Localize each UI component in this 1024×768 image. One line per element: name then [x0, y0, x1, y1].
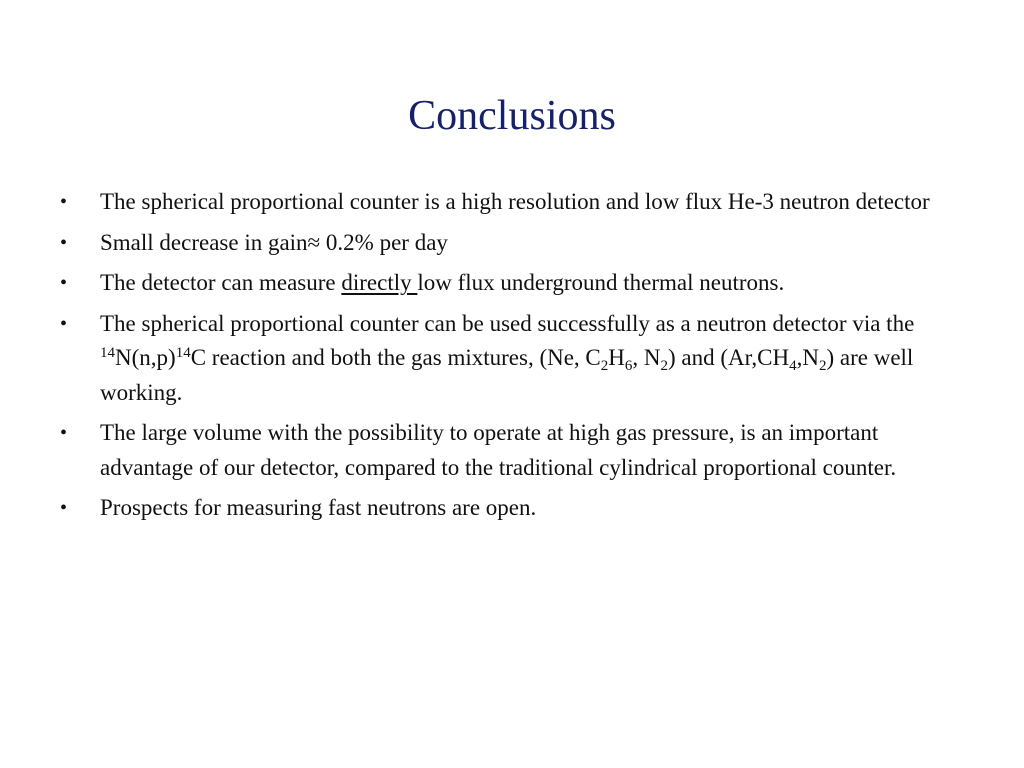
bullet-text: The spherical proportional counter is a high resolution and low flux He-3 neutron detector: [100, 189, 930, 214]
text-part: , N: [632, 345, 661, 370]
text-part: C reaction and both the gas mixtures, (Ne, C: [190, 345, 601, 370]
bullet-text: Prospects for measuring fast neutrons are open.: [100, 495, 537, 520]
bullet-item-1: [60, 185, 970, 220]
bullet-dot-icon: •: [60, 231, 68, 254]
bullet-item-5: [60, 416, 970, 485]
text-part: ) are well working.: [100, 345, 914, 405]
bullet-item-2: [60, 226, 970, 261]
bullet-text: Small decrease in gain≈ 0.2% per day: [100, 229, 448, 255]
subscript: 2: [600, 358, 609, 374]
superscript: 14: [100, 345, 115, 361]
text-part: H: [608, 345, 625, 370]
bullet-text-pre: The detector can measure: [100, 270, 342, 295]
bullet-dot-icon: •: [60, 497, 68, 519]
bullet-dot-icon: •: [60, 191, 68, 213]
subscript: 4: [789, 358, 797, 374]
bullet-item-3: [60, 266, 970, 301]
bullet-dot-icon: •: [60, 272, 68, 294]
text-part: ,N: [796, 345, 819, 370]
subscript: 2: [818, 358, 827, 374]
underlined-word: directly: [341, 270, 418, 295]
bullet-text-post: low flux underground thermal neutrons.: [417, 270, 785, 295]
subscript: 6: [624, 358, 633, 374]
bullet-dot-icon: •: [60, 312, 68, 335]
superscript: 14: [175, 345, 191, 361]
text-part: N(n,p): [115, 345, 176, 370]
subscript: 2: [660, 358, 669, 374]
bullet-dot-icon: •: [60, 422, 68, 444]
bullet-item-4: [60, 307, 970, 411]
bullet-list: [60, 185, 970, 532]
bullet-item-6: [60, 491, 970, 526]
slide-title: Conclusions: [408, 93, 616, 139]
text-part: The spherical proportional counter can be used successfully as a neutron detector via the: [100, 310, 915, 336]
text-part: ) and (Ar,CH: [668, 345, 790, 370]
bullet-text: The large volume with the possibility to operate at high gas pressure, is an important advantage of our detector, compared to the traditional cylindrical proportional counter.: [100, 420, 897, 480]
